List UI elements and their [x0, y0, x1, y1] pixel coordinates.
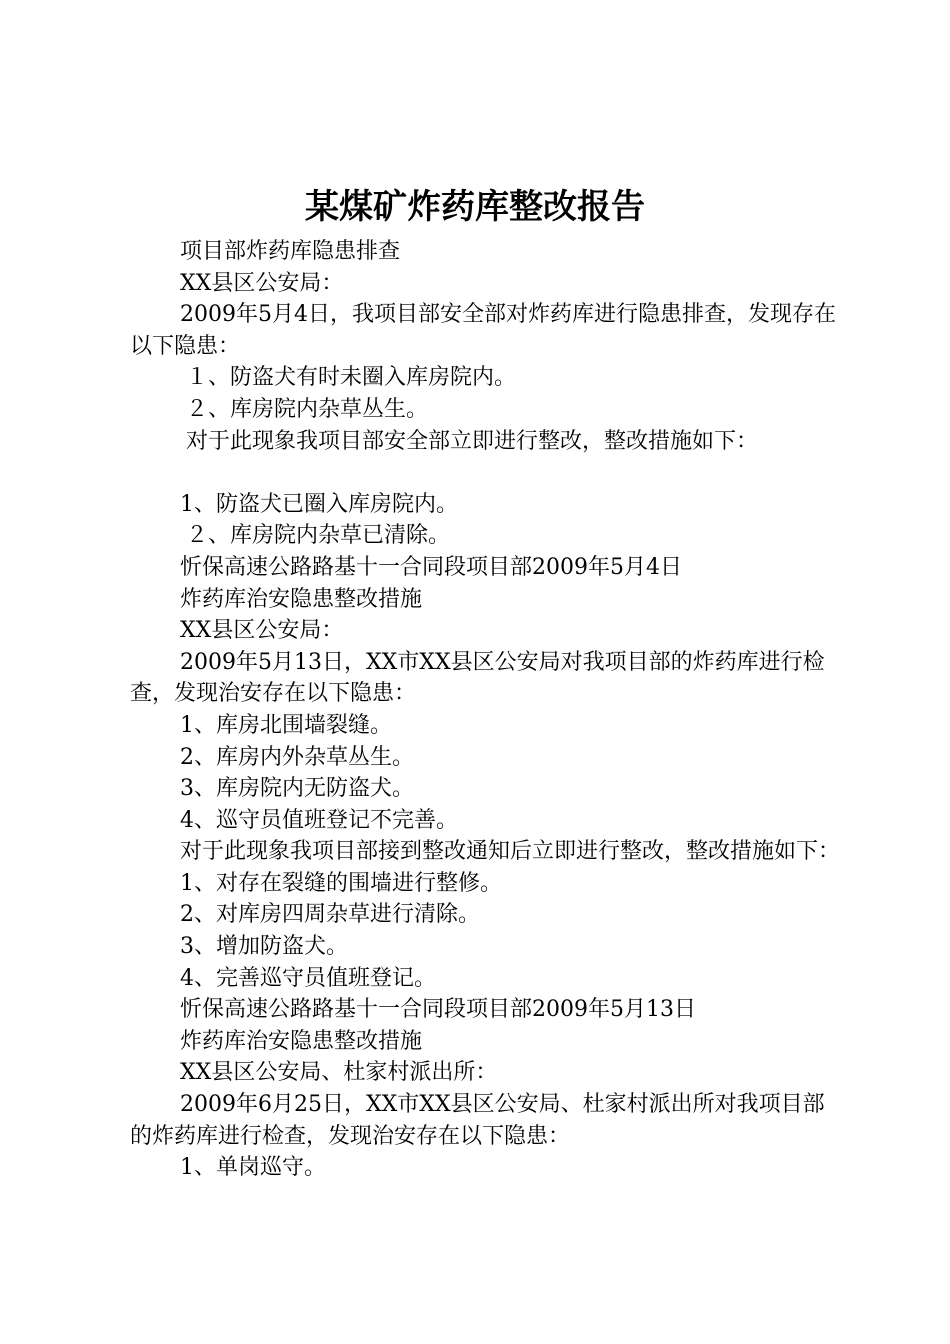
document-body: [130, 236, 845, 1184]
list-item: 1、防盗犬已圈入库房院内。: [180, 491, 458, 517]
list-item: ２、库房院内杂草丛生。: [186, 396, 429, 422]
blank-line: [130, 457, 845, 489]
paragraph: 对于此现象我项目部安全部立即进行整改，整改措施如下：: [186, 428, 759, 454]
paragraph: 2009年5月13日，XX市XX县区公安局对我项目部的炸药库进行检查，发现治安存在以下隐患：: [130, 649, 825, 707]
paragraph-addressee: XX县区公安局：: [180, 270, 344, 296]
paragraph-signature: 忻保高速公路路基十一合同段项目部2009年5月4日: [180, 554, 682, 580]
document-title: 某煤矿炸药库整改报告: [305, 187, 645, 227]
paragraph-heading: 炸药库治安隐患整改措施: [180, 1028, 423, 1054]
list-item: 3、库房院内无防盗犬。: [180, 776, 414, 802]
list-item: 3、增加防盗犬。: [180, 934, 348, 960]
paragraph-heading: 炸药库治安隐患整改措施: [180, 586, 423, 612]
paragraph-signature: 忻保高速公路路基十一合同段项目部2009年5月13日: [180, 997, 696, 1023]
list-item: 4、完善巡守员值班登记。: [180, 965, 436, 991]
paragraph-addressee: XX县区公安局：: [180, 618, 344, 644]
paragraph: 对于此现象我项目部接到整改通知后立即进行整改，整改措施如下：: [180, 839, 841, 865]
paragraph: 2009年5月4日，我项目部安全部对炸药库进行隐患排查，发现存在以下隐患：: [130, 302, 836, 359]
list-item: 4、巡守员值班登记不完善。: [180, 807, 458, 833]
paragraph-addressee: XX县区公安局、杜家村派出所：: [180, 1060, 498, 1086]
list-item: ２、库房院内杂草已清除。: [186, 523, 451, 549]
paragraph-heading: 项目部炸药库隐患排查: [180, 239, 401, 264]
paragraph: 2009年6月25日，XX市XX县区公安局、杜家村派出所对我项目部的炸药库进行检查，发现治安存在以下隐患：: [130, 1092, 825, 1149]
list-item: 1、库房北围墙裂缝。: [180, 712, 392, 738]
list-item: 1、单岗巡守。: [180, 1155, 326, 1181]
list-item: １、防盗犬有时未圈入库房院内。: [186, 365, 517, 391]
list-item: 2、库房内外杂草丛生。: [180, 744, 414, 770]
list-item: 1、对存在裂缝的围墙进行整修。: [180, 870, 502, 896]
list-item: 2、对库房四周杂草进行清除。: [180, 902, 480, 928]
